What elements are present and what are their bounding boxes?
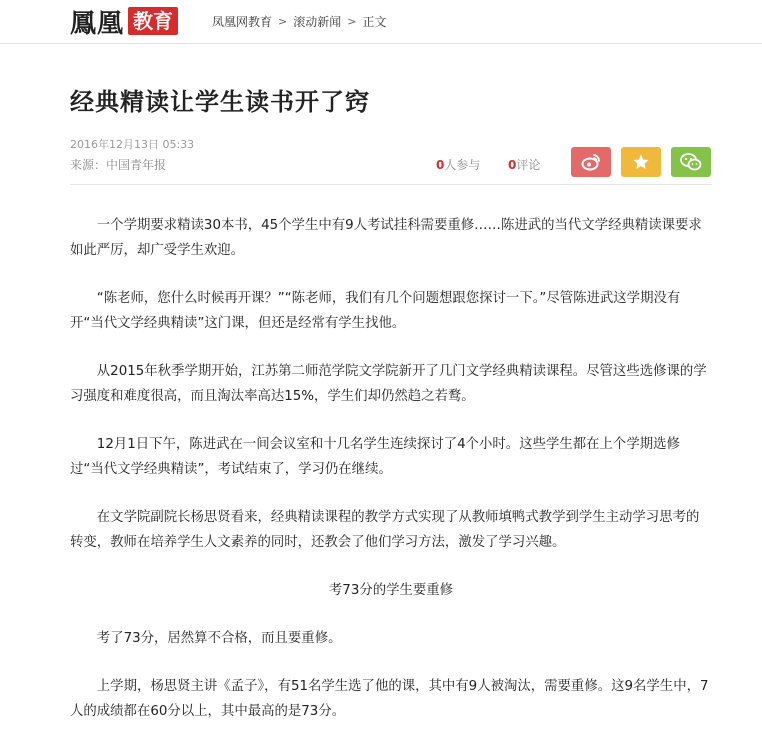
star-icon (632, 153, 650, 171)
article-paragraph: 从2015年秋季学期开始，江苏第二师范学院文学院新开了几门文学经典精读课程。尽管这些选修课的学习强度和难度很高，而且淘汰率高达15%，学生们却仍然趋之若鹜。 (70, 364, 707, 404)
weibo-icon (581, 153, 601, 171)
share-weibo-button[interactable] (571, 147, 611, 177)
article-paragraph: 上学期，杨思贤主讲《孟子》，有51名学生选了他的课，其中有9人被淘汰，需要重修。这9名学生中，7人的成绩都在60分以上，其中最高的是73分。 (70, 679, 709, 719)
article-paragraph: 在文学院副院长杨思贤看来，经典精读课程的教学方式实现了从教师填鸭式教学到学生主动学习思考的转变，教师在培养学生人文素养的同时，还教会了他们学习方法，激发了学习兴趣。 (70, 510, 700, 550)
breadcrumb (212, 13, 386, 30)
article-paragraph: 考了73分，居然算不合格，而且要重修。 (96, 631, 342, 646)
top-bar (0, 0, 762, 44)
logo-badge: 教育 (128, 7, 178, 35)
comments-link[interactable] (508, 156, 540, 173)
logo-text: 鳳凰 (70, 8, 125, 39)
breadcrumb-home[interactable]: 凤凰网教育 (212, 15, 273, 29)
article-paragraph: “陈老师，您什么时候再开课？”“陈老师，我们有几个问题想跟您探讨一下。”尽管陈进武这学期没有开“当代文学经典精读”这门课，但还是经常有学生找他。 (70, 291, 681, 331)
article-date: 2016年12月13日 05:33 (70, 138, 195, 151)
participants-count: 0 (436, 158, 445, 172)
comments-label: 评论 (516, 158, 541, 172)
participants-link[interactable] (436, 156, 480, 173)
favorite-button[interactable] (621, 147, 661, 177)
article-title: 经典精读让学生读书开了窍 (70, 88, 370, 116)
share-wechat-button[interactable] (671, 147, 711, 177)
article-body (70, 213, 712, 733)
meta-divider (70, 184, 712, 185)
article-paragraph: 一个学期要求精读30本书，45个学生中有9人考试挂科需要重修……陈进武的当代文学经典精读课要求如此严厉，却广受学生欢迎。 (70, 218, 702, 258)
chevron-right-icon: > (278, 15, 288, 28)
article-paragraph: 12月1日下午，陈进武在一间会议室和十几名学生连续探讨了4个小时。这些学生都在上个学期选修过“当代文学经典精读”，考试结束了，学习仍在继续。 (70, 437, 680, 477)
site-logo[interactable] (70, 6, 178, 39)
article-source: 来源：中国青年报 (70, 158, 167, 172)
breadcrumb-current: 正文 (362, 15, 387, 29)
article-subheading: 考73分的学生要重修 (328, 583, 454, 598)
participants-label: 人参与 (444, 158, 481, 172)
breadcrumb-section[interactable]: 滚动新闻 (293, 15, 342, 29)
comments-count: 0 (508, 158, 517, 172)
wechat-icon (680, 153, 702, 171)
chevron-right-icon: > (347, 15, 357, 28)
